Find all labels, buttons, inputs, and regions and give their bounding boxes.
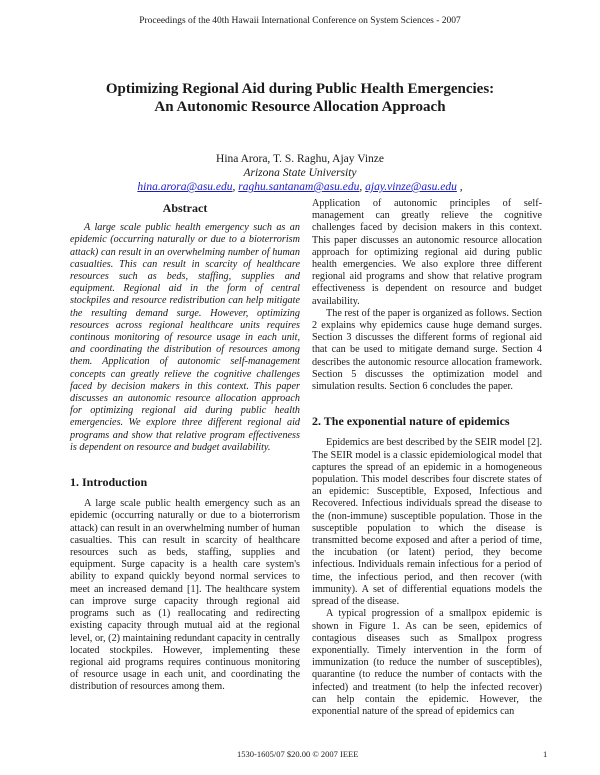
email-link-raghu[interactable]: raghu.santanam@asu.edu	[238, 181, 360, 193]
email-terminator: ,	[456, 181, 463, 193]
copyright-footer: 1530-1605/07 $20.00 © 2007 IEEE	[237, 749, 359, 759]
page-number: 1	[543, 749, 548, 759]
email-list	[0, 180, 600, 194]
email-separator: ,	[359, 181, 366, 193]
intro-continued-paragraph: Application of autonomic principles of self-management can greatly relieve the cognitive challenges faced by decision makers in this context. This paper discusses an autonomic resource allocation approach for optimizing regional aid during public health emergencies. We also explore three different regional aid programs and show that relative program effectiveness is dependent on resource and budget availability.	[312, 198, 542, 307]
running-header: Proceedings of the 40th Hawaii International Conference on System Sciences - 2007	[139, 16, 461, 26]
abstract-heading: Abstract	[162, 201, 208, 215]
paper-title	[0, 80, 600, 116]
left-column	[70, 198, 300, 694]
affiliation: Arizona State University	[243, 167, 357, 179]
author-names: Hina Arora, T. S. Raghu, Ajay Vinze	[216, 153, 384, 165]
author-block	[0, 152, 600, 194]
abstract-body: A large scale public health emergency such as an epidemic (occurring naturally or due to a bioterrorism attack) can result in an overwhelming number of human casualties. This can result in scarcity of healthcare resources such as beds, staffing, supplies and equipment. Regional aid in the form of central stockpiles and resource redistribution can help mitigate the resulting demand surge. However, optimizing resources across regional healthcare units requires continous monitoring of resource usage in each unit, and coordinating the distribution of resources among them. Application of autonomic self-management concepts can greatly relieve the cognitive challenges faced by decision makers in this context. This paper discusses an autonomic resource allocation approach for optimizing regional aid during public health emergencies. We explore three different regional aid programs and show that relative program effectiveness is dependent on resource and budget availability.	[70, 222, 300, 453]
email-link-vinze[interactable]: ajay.vinze@asu.edu	[365, 181, 457, 193]
section-heading-epidemics: 2. The exponential nature of epidemics	[312, 414, 510, 429]
seir-paragraph: Epidemics are best described by the SEIR model [2]. The SEIR model is a classic epidemiological model that captures the spread of an epidemic in a homogeneous population. This model describes four discrete states of an epidemic: Susceptible, Exposed, Infectious and Recovered. Infectious individuals spread the disease to the (non-immune) susceptible population. Those in the susceptible population to which the disease is transmitted become exposed and after a period of time, the incubation (or latent) period, they become infectious. Individuals remain infectious for a period of time, the infectious period, and then recover (with immunity). A set of differential equations models the spread of the disease.	[312, 437, 542, 608]
right-column	[312, 198, 542, 718]
section-heading-introduction: 1. Introduction	[70, 475, 148, 490]
email-separator: ,	[232, 181, 239, 193]
intro-paragraph: A large scale public health emergency such as an epidemic (occurring naturally or due to a bioterrorism attack) can result in an overwhelming number of human casualties. This can result in scarcity of healthcare resources such as beds, staffing, supplies and equipment. Surge capacity is a health care system's ability to expand quickly beyond normal services to meet an increased demand [1]. The healthcare system can improve surge capacity through regional aid programs such as (1) reallocating and redirecting existing capacity through mutual aid at the regional level, or, (2) maintaining redundant capacity in centrally located stockpiles. However, implementing these regional aid programs requires continuous monitoring of resource usage in each unit, and coordinating the distribution of resources among them.	[70, 498, 300, 693]
paper-organization-paragraph: The rest of the paper is organized as follows. Section 2 explains why epidemics cause huge demand surges. Section 3 discusses the different forms of regional aid that can be used to mitigate demand surge. Section 4 describes the autonomic resource allocation framework. Section 5 discusses the optimization model and simulation results. Section 6 concludes the paper.	[312, 307, 542, 393]
email-link-arora[interactable]: hina.arora@asu.edu	[137, 181, 233, 193]
title-line-2: An Autonomic Resource Allocation Approach	[154, 99, 446, 115]
smallpox-paragraph: A typical progression of a smallpox epidemic is shown in Figure 1. As can be seen, epidemics of contagious diseases such as Smallpox progress exponentially. Timely intervention in the form of immunization (to reduce the number of susceptibles), quarantine (to reduce the number of contacts with the infected) and treatment (to help the infected recover) can help contain the epidemic. However, the exponential nature of the spread of epidemics can	[312, 608, 542, 717]
title-line-1: Optimizing Regional Aid during Public Health Emergencies:	[105, 81, 495, 97]
